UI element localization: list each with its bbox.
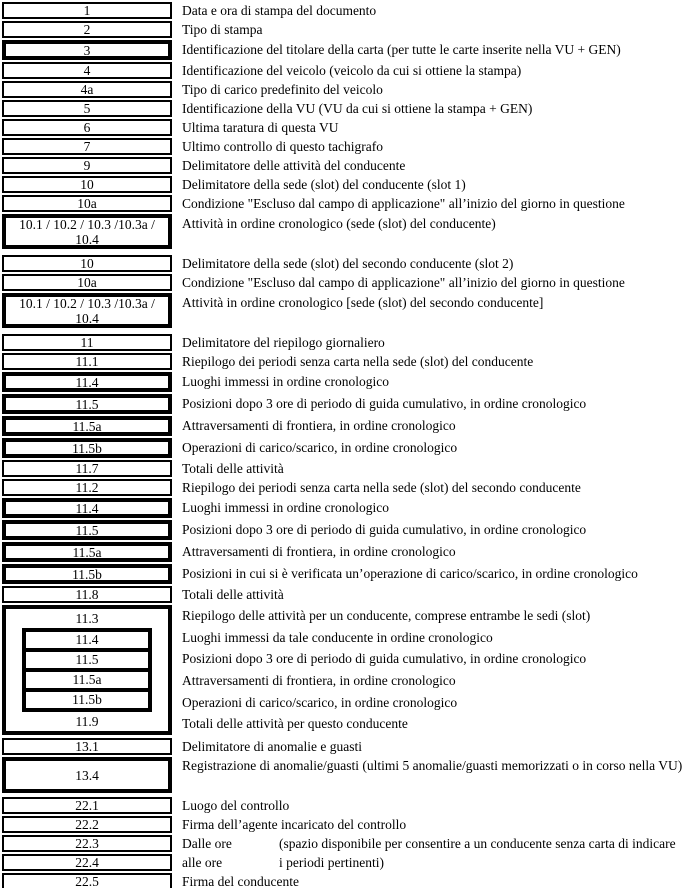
row-description-11-4: [182, 498, 700, 518]
code-label: 11.1: [75, 354, 99, 369]
code-label-line1: 10.1 / 10.2 / 10.3 /10.3a /: [19, 295, 155, 311]
code-label: 11.5a: [72, 418, 102, 434]
row-description-11-1: [182, 353, 700, 370]
code-box-1: [2, 2, 172, 19]
code-box-undefined: [2, 214, 172, 249]
table-row-22-5-35: [2, 873, 700, 888]
hours-label: alle ore: [182, 854, 223, 870]
code-label: 10: [80, 256, 94, 271]
row-description-22-2: [182, 816, 700, 833]
code-box-11: [2, 334, 172, 351]
row-description-7: [182, 138, 700, 155]
code-box-22-3: [2, 835, 172, 852]
table-row-11-4-23: [2, 498, 700, 518]
code-box-6: [2, 119, 172, 136]
row-description-4a: [182, 81, 700, 98]
row-description-11-5: [182, 520, 700, 540]
row-description-undefined: [182, 293, 700, 328]
description-text: Posizioni dopo 3 ore di periodo di guida cumulativo, in ordine cronologico: [182, 522, 587, 537]
code-label: 4: [83, 63, 91, 78]
row-description-11-5b: [182, 564, 700, 584]
group-inner-box-stack: [22, 628, 152, 712]
description-text: Riepilogo dei periodi senza carta nella sede (slot) del conducente: [182, 353, 534, 369]
row-description-11-5a: [182, 416, 700, 436]
table-row-9-8: [2, 157, 700, 174]
description-text: Delimitatore delle attività del conducente: [182, 157, 406, 173]
code-label: 11.5b: [72, 440, 102, 456]
table-row-11-5-24: [2, 520, 700, 540]
table-row-13-1-29: [2, 738, 700, 755]
description-text: Luogo del controllo: [182, 797, 290, 813]
description-text: Delimitatore di anomalie e guasti: [182, 738, 362, 754]
code-box-11-5b: [2, 438, 172, 458]
table-row-3-2: [2, 40, 700, 60]
description-text: Attività in ordine cronologico (sede (slot) del conducente): [182, 216, 496, 231]
code-box-10a: [2, 195, 172, 212]
description-text: Ultima taratura di questa VU: [182, 119, 339, 135]
code-box-11-4: 11.4: [22, 628, 152, 652]
code-label-line1: 10.1 / 10.2 / 10.3 /10.3a /: [19, 216, 155, 232]
code-label: 22.5: [75, 874, 99, 888]
hours-note: (spazio disponibile per consentire a un conducente senza carta di indicare: [279, 835, 676, 851]
table-row-2-1: [2, 21, 700, 38]
description-text: Firma dell’agente incaricato del controllo: [182, 816, 407, 832]
code-label: 22.2: [75, 817, 99, 832]
code-label: 11.5: [75, 396, 99, 412]
row-description-3: [182, 40, 700, 60]
code-label: 11.4: [75, 500, 99, 516]
row-description-10: [182, 176, 700, 193]
code-label: 11.5: [75, 522, 99, 538]
code-box-22-5: [2, 873, 172, 888]
code-label: 11: [80, 335, 94, 350]
row-description-22-4: [182, 854, 700, 871]
row-description-11-2: [182, 479, 700, 496]
code-label: 1: [83, 3, 91, 18]
code-box-11-5b: [2, 564, 172, 584]
row-description-11-7: [182, 460, 700, 477]
code-box-2: [2, 21, 172, 38]
description-text: Tipo di stampa: [182, 21, 263, 37]
description-text: Identificazione del veicolo (veicolo da cui si ottiene la stampa): [182, 62, 522, 78]
row-description-22-3: [182, 835, 700, 852]
row-description-10: [182, 255, 700, 272]
code-box-10: [2, 176, 172, 193]
table-row-11-5b-20: [2, 438, 700, 458]
table-row-11-8-27: [2, 586, 700, 603]
code-label: 22.1: [75, 798, 99, 813]
description-text: Identificazione della VU (VU da cui si ottiene la stampa + GEN): [182, 100, 533, 116]
code-label: 22.4: [75, 855, 99, 870]
code-label: 11.4: [75, 374, 99, 390]
code-label: 11.2: [75, 480, 99, 495]
row-description-11-4: Luoghi immessi da tale conducente in ordine cronologico: [182, 629, 493, 645]
code-box-3: [2, 40, 172, 60]
table-row-5-5: [2, 100, 700, 117]
code-label: 11.8: [75, 587, 99, 602]
code-box-11-5: [2, 520, 172, 540]
description-text: Delimitatore della sede (slot) del conducente (slot 1): [182, 176, 466, 192]
description-text: Identificazione del titolare della carta (per tutte le carte inserite nella VU + GEN): [182, 42, 621, 57]
table-row-1-0: [2, 2, 700, 19]
code-label: 13.1: [75, 739, 99, 754]
row-description-13-4: [182, 757, 698, 793]
table-row-11-5a-25: [2, 542, 700, 562]
table-row-22-1-31: [2, 797, 700, 814]
table-row-4a-4: [2, 81, 700, 98]
row-description-11-3: Riepilogo delle attività per un conducente, comprese entrambe le sedi (slot): [182, 607, 591, 623]
code-box-undefined: [2, 293, 172, 328]
description-text: Firma del conducente: [182, 873, 299, 888]
group-code-box-11-3: [2, 605, 172, 735]
table-row-11-5a-19: [2, 416, 700, 436]
description-text: Delimitatore del riepilogo giornaliero: [182, 334, 385, 350]
code-label: 11.7: [75, 461, 99, 476]
description-text: Posizioni in cui si è verificata un’operazione di carico/scarico, in ordine cronologico: [182, 566, 638, 581]
table-row-11-2-22: [2, 479, 700, 496]
row-description-11-9: Totali delle attività per questo conducente: [182, 716, 408, 732]
code-label: 10: [80, 177, 94, 192]
code-box-11-5b: 11.5b: [22, 688, 152, 712]
table-row-11-5-18: [2, 394, 700, 414]
code-box-11-5: [2, 394, 172, 414]
table-row-22-2-32: [2, 816, 700, 833]
code-label: 6: [83, 120, 91, 135]
row-description-undefined: [182, 214, 700, 249]
code-box-11-3: 11.3: [75, 610, 99, 626]
table-row-7-7: [2, 138, 700, 155]
row-description-11-8: [182, 586, 700, 603]
code-box-9: [2, 157, 172, 174]
code-box-22-4: [2, 854, 172, 871]
description-text: Delimitatore della sede (slot) del secondo conducente (slot 2): [182, 255, 514, 271]
code-label-line2: 10.4: [75, 310, 99, 326]
code-label-line2: 10.4: [75, 231, 99, 247]
row-description-11: [182, 334, 700, 351]
description-text: Attraversamenti di frontiera, in ordine cronologico: [182, 418, 456, 433]
row-description-10a: [182, 195, 700, 212]
description-text: Luoghi immessi in ordine cronologico: [182, 500, 389, 515]
description-text: Riepilogo dei periodi senza carta nella sede (slot) del secondo conducente: [182, 479, 581, 495]
table-row-22-3-33: [2, 835, 700, 852]
code-label: 10a: [77, 196, 97, 211]
row-description-11-5a: Attraversamenti di frontiera, in ordine cronologico: [182, 672, 456, 688]
description-text: Totali delle attività: [182, 460, 284, 476]
row-description-9: [182, 157, 700, 174]
row-description-11-4: [182, 372, 700, 392]
code-label: 4a: [80, 82, 94, 97]
description-text: Condizione "Escluso dal campo di applicazione" all’inizio del giorno in questione: [182, 195, 625, 211]
description-text: Attività in ordine cronologico [sede (slot) del secondo conducente]: [182, 295, 544, 310]
code-label: 11.5a: [72, 544, 102, 560]
row-description-22-1: [182, 797, 700, 814]
code-box-11-4: [2, 372, 172, 392]
code-label: 13.4: [75, 767, 99, 783]
hours-label: Dalle ore: [182, 835, 232, 851]
row-description-22-5: [182, 873, 700, 888]
description-text: Registrazione di anomalie/guasti (ultimi 5 anomalie/guasti memorizzati o in corso nella VU): [182, 758, 683, 773]
table-row-11-4-17: [2, 372, 700, 392]
row-description-1: [182, 2, 700, 19]
description-text: Luoghi immessi in ordine cronologico: [182, 374, 389, 389]
code-label: 2: [83, 22, 91, 37]
row-description-13-1: [182, 738, 700, 755]
code-label: 22.3: [75, 836, 99, 851]
code-label: 7: [83, 139, 91, 154]
code-label: 10a: [77, 275, 97, 290]
code-box-11-5a: [2, 542, 172, 562]
description-text: Tipo di carico predefinito del veicolo: [182, 81, 383, 97]
row-description-10a: [182, 274, 700, 291]
code-box-11-7: [2, 460, 172, 477]
code-box-7: [2, 138, 172, 155]
description-text: Attraversamenti di frontiera, in ordine cronologico: [182, 544, 456, 559]
description-text: Condizione "Escluso dal campo di applicazione" all’inizio del giorno in questione: [182, 274, 625, 290]
row-description-11-5a: [182, 542, 700, 562]
table-row-10a-10: [2, 195, 700, 212]
table-row-11-1-16: [2, 353, 700, 370]
table-row-10-9: [2, 176, 700, 193]
row-description-11-5b: [182, 438, 700, 458]
table-row-13-4-30: [2, 757, 700, 793]
code-box-13-4: [2, 757, 172, 793]
code-box-10: [2, 255, 172, 272]
code-label: 3: [83, 42, 91, 58]
code-box-11-9: 11.9: [75, 713, 99, 729]
description-text: Posizioni dopo 3 ore di periodo di guida cumulativo, in ordine cronologico: [182, 396, 587, 411]
code-box-10a: [2, 274, 172, 291]
row-description-11-5b: Operazioni di carico/scarico, in ordine cronologico: [182, 694, 458, 710]
table-row-22-4-34: [2, 854, 700, 871]
row-description-6: [182, 119, 700, 136]
code-box-11-5: 11.5: [22, 648, 152, 672]
code-box-11-2: [2, 479, 172, 496]
table-row-undefined-14: [2, 293, 700, 328]
table-row-6-6: [2, 119, 700, 136]
code-box-11-5a: 11.5a: [22, 668, 152, 692]
code-box-13-1: [2, 738, 172, 755]
row-description-11-5: Posizioni dopo 3 ore di periodo di guida cumulativo, in ordine cronologico: [182, 651, 587, 667]
table-row-11-15: [2, 334, 700, 351]
table-row-group-11-3: [2, 605, 700, 735]
code-box-22-1: [2, 797, 172, 814]
code-box-5: [2, 100, 172, 117]
row-description-11-5: [182, 394, 700, 414]
code-box-11-5a: [2, 416, 172, 436]
description-text: Operazioni di carico/scarico, in ordine cronologico: [182, 440, 458, 455]
code-label: 11.5b: [72, 566, 102, 582]
description-text: Data e ora di stampa del documento: [182, 2, 377, 18]
table-row-4-3: [2, 62, 700, 79]
code-box-11-1: [2, 353, 172, 370]
description-text: Totali delle attività: [182, 586, 284, 602]
code-box-11-4: [2, 498, 172, 518]
description-text: Ultimo controllo di questo tachigrafo: [182, 138, 383, 154]
hours-note: i periodi pertinenti): [279, 854, 384, 870]
code-label: 9: [83, 158, 91, 173]
group-descriptions: [182, 605, 700, 735]
code-box-11-8: [2, 586, 172, 603]
code-box-4: [2, 62, 172, 79]
row-description-5: [182, 100, 700, 117]
row-description-4: [182, 62, 700, 79]
code-box-22-2: [2, 816, 172, 833]
table-row-10-12: [2, 255, 700, 272]
code-box-4a: [2, 81, 172, 98]
table-row-undefined-11: [2, 214, 700, 249]
table-row-11-5b-26: [2, 564, 700, 584]
row-description-2: [182, 21, 700, 38]
table-row-10a-13: [2, 274, 700, 291]
code-label: 5: [83, 101, 91, 116]
table-row-11-7-21: [2, 460, 700, 477]
